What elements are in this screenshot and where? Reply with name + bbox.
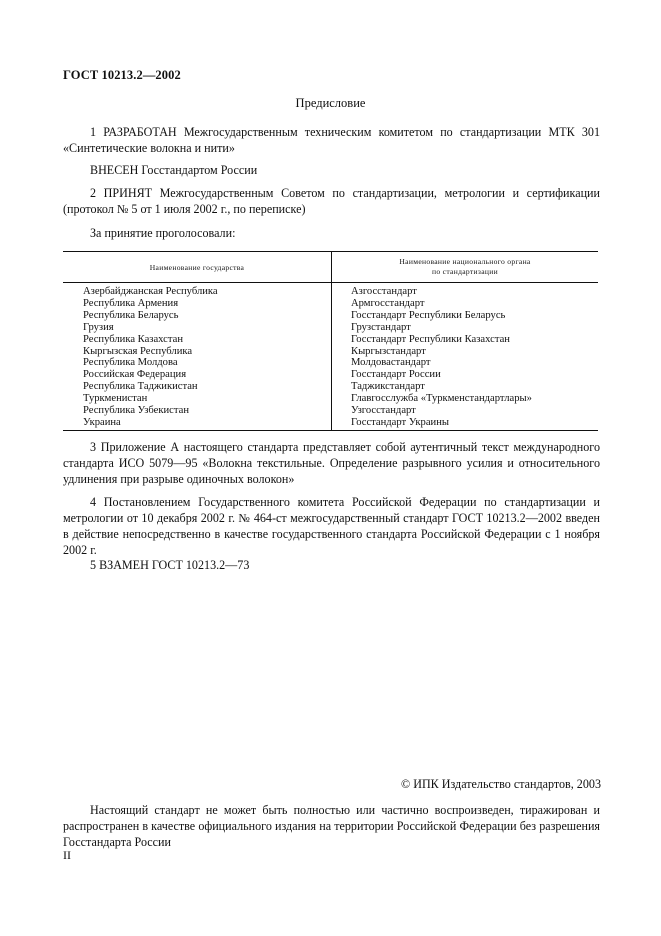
table-column-divider bbox=[331, 252, 332, 430]
table-row-body: Госстандарт России bbox=[351, 369, 441, 381]
table-row-body: Молдовастандарт bbox=[351, 357, 431, 369]
paragraph-voted-text: За принятие проголосовали: bbox=[90, 226, 236, 240]
table-row-state: Туркменистан bbox=[83, 393, 148, 405]
table-row-body: Грузстандарт bbox=[351, 321, 411, 333]
paragraph-decree bbox=[63, 494, 600, 558]
table-row-body: Узгосстандарт bbox=[351, 405, 416, 417]
page-title: Предисловие bbox=[295, 96, 366, 110]
paragraph-developed-text: 1 РАЗРАБОТАН Межгосударственным техническим комитетом по стандартизации МТК 301 «Синтетические волокна и нити» bbox=[63, 125, 600, 155]
paragraph-introduced bbox=[63, 162, 600, 178]
table-row-body: Кыргызстандарт bbox=[351, 345, 426, 357]
table-row-body: Главгосслужба «Туркменстандартлары» bbox=[351, 393, 532, 405]
paragraph-decree-text: 4 Постановлением Государственного комитета Российской Федерации по стандартизации и метрологии от 10 декабря 2002 г. № 464-ст межгосударственный стандарт ГОСТ 10213.2—2002 введен в действие непосредственно в качестве государственного стандарта Российской Федерации с 1 ноября 2002 г. bbox=[63, 495, 600, 557]
paragraph-appendix-text: 3 Приложение А настоящего стандарта представляет собой аутентичный текст международного стандарта ИСО 5079—95 «Волокна текстильные. Определение разрывного усилия и относительного удлинения при разрыве одиночных волокон» bbox=[63, 440, 600, 486]
copyright-notice: © ИПК Издательство стандартов, 2003 bbox=[401, 777, 601, 791]
paragraph-reproduction-notice-text: Настоящий стандарт не может быть полностью или частично воспроизведен, тиражирован и распространен в качестве официального издания на территории Российской Федерации без разрешения Госстандарта России bbox=[63, 803, 600, 849]
table-row-state: Республика Узбекистан bbox=[83, 405, 190, 417]
table-row-state: Республика Таджикистан bbox=[83, 381, 198, 393]
table-bodies-column bbox=[351, 286, 532, 429]
table-row-state: Украина bbox=[83, 416, 121, 428]
standard-header: ГОСТ 10213.2—2002 bbox=[63, 68, 181, 82]
table-header-body-line1: Наименование национального органа bbox=[399, 257, 531, 266]
voting-table bbox=[63, 251, 598, 431]
table-row-state: Республика Армения bbox=[83, 297, 179, 309]
table-header-divider bbox=[63, 282, 598, 283]
table-header-body bbox=[332, 257, 598, 277]
table-header-body-line2: по стандартизации bbox=[432, 267, 498, 276]
table-row-state: Кыргызская Республика bbox=[83, 345, 193, 357]
paragraph-introduced-text: ВНЕСЕН Госстандартом России bbox=[90, 163, 258, 177]
table-row-body: Госстандарт Республики Казахстан bbox=[351, 333, 510, 345]
paragraph-appendix bbox=[63, 439, 600, 487]
table-row-body: Азгосстандарт bbox=[351, 286, 417, 297]
paragraph-replaces-text: 5 ВЗАМЕН ГОСТ 10213.2—73 bbox=[90, 558, 250, 572]
paragraph-adopted bbox=[63, 185, 600, 217]
table-row-body: Госстандарт Украины bbox=[351, 416, 449, 428]
table-row-state: Республика Молдова bbox=[83, 357, 178, 369]
table-header-state: Наименование государства bbox=[149, 263, 245, 272]
table-row-state: Российская Федерация bbox=[83, 369, 187, 381]
table-states-column bbox=[83, 286, 218, 429]
table-row-state: Грузия bbox=[83, 321, 114, 333]
table-row-state: Азербайджанская Республика bbox=[83, 286, 218, 297]
page-number: II bbox=[63, 848, 71, 862]
table-row-body: Таджикстандарт bbox=[351, 381, 425, 393]
paragraph-voted bbox=[63, 225, 600, 241]
table-row-state: Республика Казахстан bbox=[83, 333, 184, 345]
table-row-state: Республика Беларусь bbox=[83, 309, 179, 321]
paragraph-developed bbox=[63, 124, 600, 156]
table-row-body: Армгосстандарт bbox=[351, 297, 425, 309]
paragraph-reproduction-notice bbox=[63, 802, 600, 850]
paragraph-adopted-text: 2 ПРИНЯТ Межгосударственным Советом по стандартизации, метрологии и сертификации (протокол № 5 от 1 июля 2002 г., по переписке) bbox=[63, 186, 600, 216]
table-row-body: Госстандарт Республики Беларусь bbox=[351, 309, 506, 321]
paragraph-replaces bbox=[63, 557, 600, 573]
